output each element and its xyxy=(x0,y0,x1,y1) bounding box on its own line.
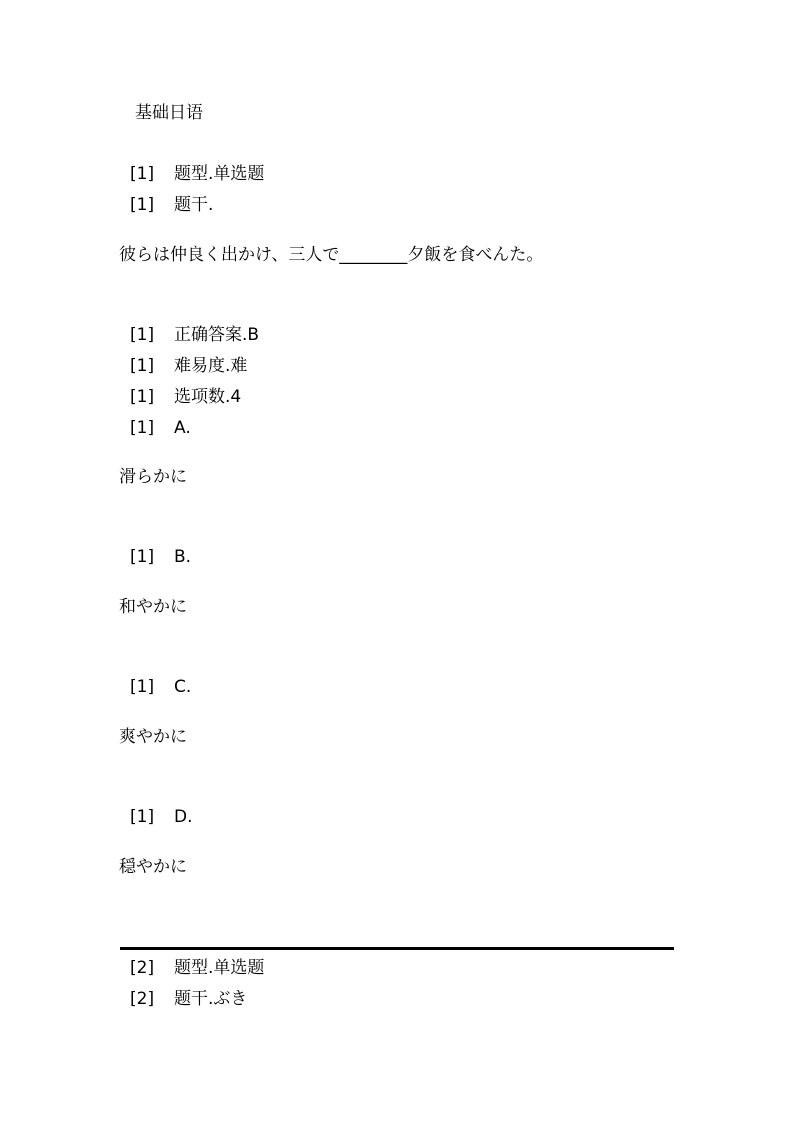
q1-stem-label: 题干. xyxy=(174,195,214,215)
q1-stem-text: 彼らは仲良く出かけ、三人で________夕飯を食べんた。 xyxy=(119,245,544,265)
option-a-tag: [1] xyxy=(130,418,155,438)
option-b-label: B. xyxy=(174,547,192,567)
q1-option-count-text: 选项数.4 xyxy=(174,387,242,407)
option-b-text: 和やかに xyxy=(119,597,187,617)
option-b-tag: [1] xyxy=(130,547,155,567)
q2-type-text: 题型.单选题 xyxy=(174,958,265,978)
option-c-text: 爽やかに xyxy=(119,727,187,747)
q1-stem-tag: [1] xyxy=(130,195,155,215)
option-d-text: 穏やかに xyxy=(119,857,187,877)
q2-type-tag: [2] xyxy=(130,958,155,978)
q1-difficulty-tag: [1] xyxy=(130,356,155,376)
q1-answer-text: 正确答案.B xyxy=(174,325,260,345)
q1-type-tag: [1] xyxy=(130,164,155,184)
question-divider xyxy=(120,947,674,950)
option-d-label: D. xyxy=(174,807,193,827)
q1-type-text: 题型.单选题 xyxy=(174,164,265,184)
option-a-text: 滑らかに xyxy=(119,467,187,487)
q1-answer-tag: [1] xyxy=(130,325,155,345)
q2-stem-label: 题干.ぶき xyxy=(174,989,248,1009)
q1-option-count-tag: [1] xyxy=(130,387,155,407)
q1-difficulty-text: 难易度.难 xyxy=(174,356,248,376)
document-title: 基础日语 xyxy=(135,103,203,123)
option-d-tag: [1] xyxy=(130,807,155,827)
option-a-label: A. xyxy=(174,418,191,438)
option-c-tag: [1] xyxy=(130,677,155,697)
option-c-label: C. xyxy=(174,677,192,697)
q2-stem-tag: [2] xyxy=(130,989,155,1009)
